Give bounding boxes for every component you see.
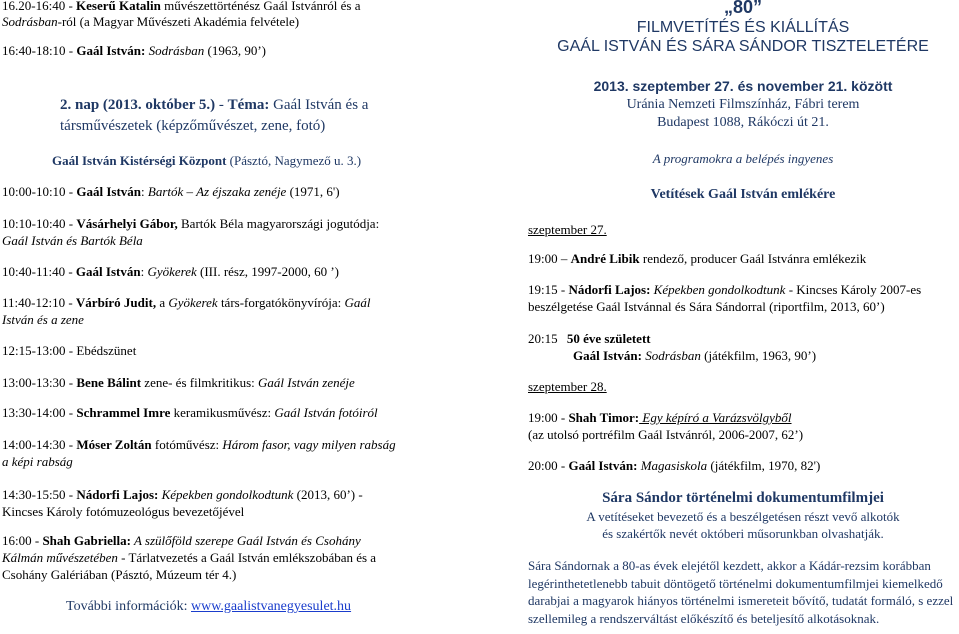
program-item: 16.20-16:40 - Keserű Katalin művészettörténész Gaál Istvánról és a [2,0,361,13]
program-item-cont: a képi rabság [2,454,73,469]
date-label: szeptember 27. [528,222,607,237]
program-item: 14:00-14:30 - Móser Zoltán fotóművész: Három fasor, vagy milyen rabság [2,437,396,452]
program-item: 12:15-13:00 - Ebédszünet [2,343,137,358]
program-item-cont: Sodrásban-ról (a Magyar Művészeti Akadémia felvétele) [2,14,300,29]
day-heading-cont: társművészetek (képzőművészet, zene, fotó) [60,118,326,134]
section-heading: Sára Sándor történelmi dokumentumfilmjei [602,490,884,506]
poster-title: FILMVETÍTÉS ÉS KIÁLLÍTÁS [636,19,850,36]
program-item: 11:40-12:10 - Várbíró Judit, a Gyökerek társ-forgatókönyvírója: Gaál [2,295,371,310]
program-item-cont: Csohány Galériában (Pásztó, Múzeum tér 4.) [2,567,237,582]
screening-item-cont: Gaál István: Sodrásban (játékfilm, 1963, 90’) [573,348,817,363]
program-item: 16:40-18:10 - Gaál István: Sodrásban (1963, 90’) [2,43,266,58]
program-item-cont: Gaál István és Bartók Béla [2,233,143,248]
free-entry-note: A programokra a belépés ingyenes [652,151,834,166]
section-note: A vetítéseket bevezető és a beszélgetésen részt vevő alkotók [586,509,900,524]
program-item-cont: Kálmán művészetében - Tárlatvezetés a Gaál István emlékszobában és a [2,550,377,565]
program-item-cont: István és a zene [2,312,84,327]
section-note: és szakértők nevét októberi műsorunkban olvashatják. [602,526,884,541]
description-paragraph: Sára Sándornak a 80-as évek elejétől kezdett, akkor a Kádár-rezsim korábban legérinthetetlenebb tabuit döntögető történelmi dokumentumfilmjei kiemelkedő darabjai a magyarok hiányos történelmi ismereteit bővítő, tudatát formáló, s ezzel szellemileg a rendszerváltást előkészítő és beteljesítő alkotásoknak. [528,558,954,626]
screening-item: 20:15 50 éve született [528,331,651,346]
screening-item: 19:00 - Shah Timor: Egy képíró a Varázsvölgyből [528,410,792,425]
more-info: További információk: www.gaalistvanegyesulet.hu [66,599,352,614]
screening-item-cont: (az utolsó portréfilm Gaál Istvánról, 2006-2007, 62’) [528,427,804,442]
section-heading: Vetítések Gaál István emlékére [650,187,836,202]
program-item: 13:00-13:30 - Bene Bálint zene- és filmkritikus: Gaál István zenéje [2,375,355,390]
poster-subtitle: GAÁL ISTVÁN ÉS SÁRA SÁNDOR TISZTELETÉRE [557,38,929,55]
program-item-cont: Kincses Károly fotómuzeológus bevezetőjével [2,504,245,519]
screening-item: 19:15 - Nádorfi Lajos: Képekben gondolkodtunk - Kincses Károly 2007-es [528,282,922,297]
website-link[interactable]: www.gaalistvanegyesulet.hu [191,599,352,614]
program-item: 16:00 - Shah Gabriella: A szülőföld szerepe Gaál István és Csohány [2,533,361,548]
program-item: 10:00-10:10 - Gaál István: Bartók – Az éjszaka zenéje (1971, 6') [2,184,340,199]
venue-name: Uránia Nemzeti Filmszínház, Fábri terem [626,97,860,112]
program-item: 13:30-14:00 - Schrammel Imre keramikusművész: Gaál István fotóiról [2,405,378,420]
poster-number: „80” [723,0,763,17]
program-item: 10:10-10:40 - Vásárhelyi Gábor, Bartók Béla magyarországi jogutódja: [2,216,380,231]
dates: 2013. szeptember 27. és november 21. között [593,78,893,94]
date-label: szeptember 28. [528,379,607,394]
program-item: 10:40-11:40 - Gaál István: Gyökerek (III. rész, 1997-2000, 60 ’) [2,264,339,279]
screening-item: 19:00 – André Libik rendező, producer Gaál Istvánra emlékezik [528,251,867,266]
day-heading: 2. nap (2013. október 5.) - Téma: Gaál István és a [60,97,369,113]
program-item: 14:30-15:50 - Nádorfi Lajos: Képekben gondolkodtunk (2013, 60’) - [2,487,363,502]
venue: Gaál István Kistérségi Központ (Pásztó, Nagymező u. 3.) [52,153,362,168]
venue-address: Budapest 1088, Rákóczi út 21. [657,115,829,130]
screening-item: 20:00 - Gaál István: Magasiskola (játékfilm, 1970, 82') [528,458,821,473]
screening-item-cont: beszélgetése Gaál Istvánnal és Sára Sándorral (riportfilm, 2013, 60’) [528,299,885,314]
